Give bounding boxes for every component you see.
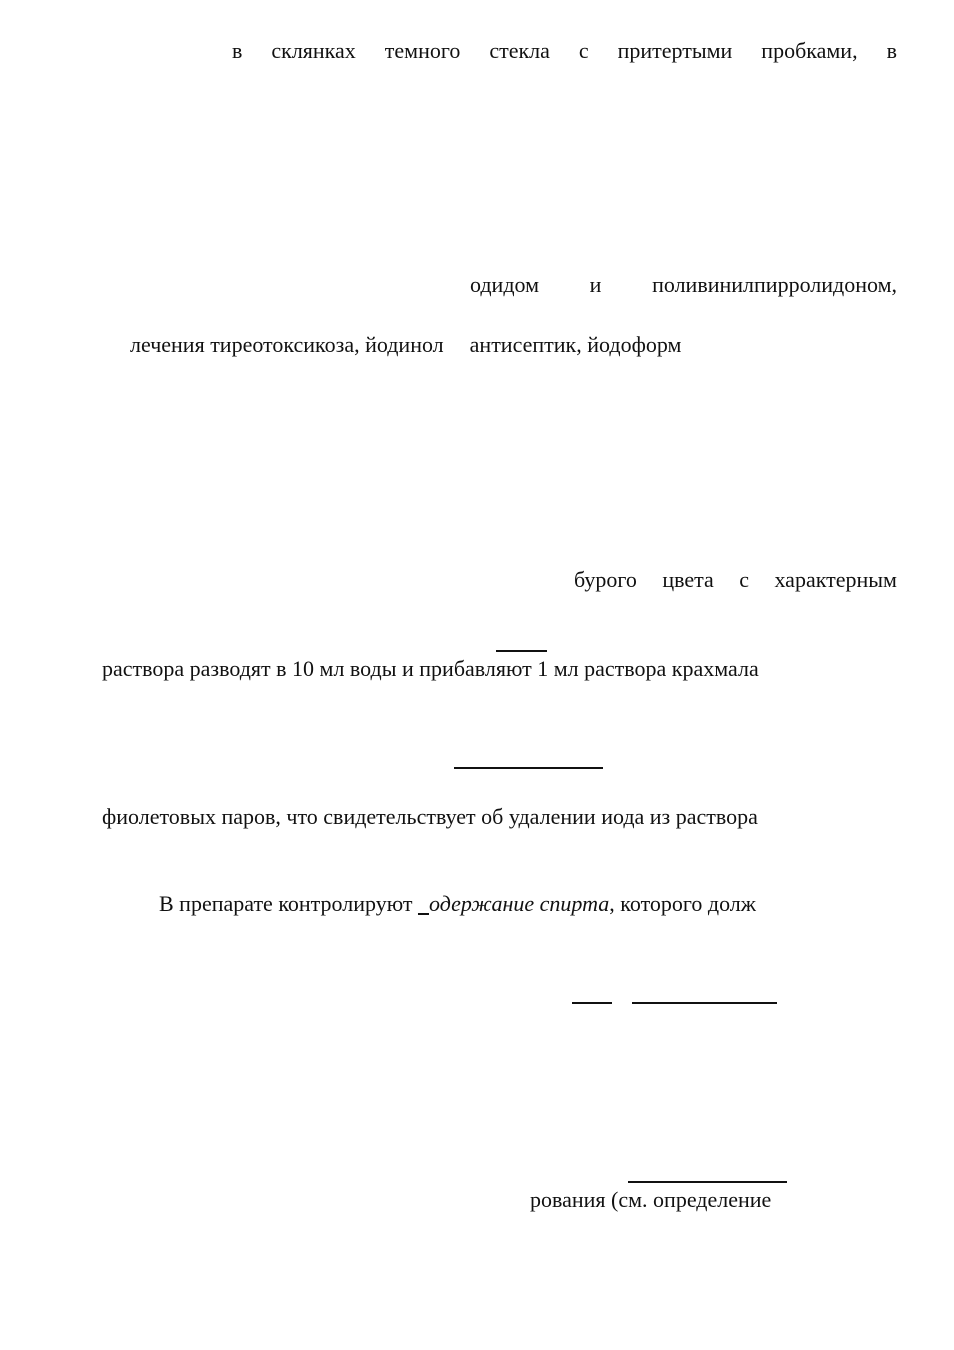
- text-line-5: раствора разводят в 10 мл воды и прибавляют 1 мл раствора крахмала: [102, 656, 759, 681]
- word: и: [589, 272, 602, 297]
- word: в: [232, 38, 243, 63]
- underline-rule: [496, 650, 547, 652]
- word: стекла: [489, 38, 550, 63]
- emphasized-text: [418, 891, 609, 917]
- word: характерным: [774, 567, 897, 592]
- overline-rule: [628, 1181, 787, 1183]
- text-segment: , которого долж: [609, 891, 756, 916]
- text-line-2: [470, 272, 897, 298]
- word: склянках: [271, 38, 356, 63]
- blank-rule: [632, 1002, 777, 1004]
- word: притертыми: [617, 38, 733, 63]
- blank-rule: [572, 1002, 612, 1004]
- word: поливинилпирролидоном,: [652, 272, 897, 297]
- text-line-4: [574, 567, 897, 593]
- text-segment: лечения тиреотоксикоза, йодинол: [130, 332, 444, 357]
- text-segment: одержание спирта: [428, 891, 610, 916]
- word: с: [578, 38, 589, 63]
- text-line-3: [130, 332, 681, 358]
- word: цвета: [662, 567, 714, 592]
- underline-rule: [454, 767, 603, 769]
- text-segment: В препарате контролируют: [159, 891, 413, 916]
- text-line-1: [232, 38, 897, 64]
- word: темного: [384, 38, 461, 63]
- word: одидом: [470, 272, 540, 297]
- word: в: [886, 38, 897, 63]
- text-line-6: фиолетовых паров, что свидетельствует об удалении иода из раствора: [102, 804, 758, 829]
- word: с: [739, 567, 749, 592]
- text-segment: антисептик, йодоформ: [469, 332, 682, 357]
- text-line-7: [159, 891, 756, 917]
- word: пробками,: [761, 38, 858, 63]
- word: бурого: [574, 567, 637, 592]
- text-line-8: рования (см. определение: [530, 1187, 772, 1212]
